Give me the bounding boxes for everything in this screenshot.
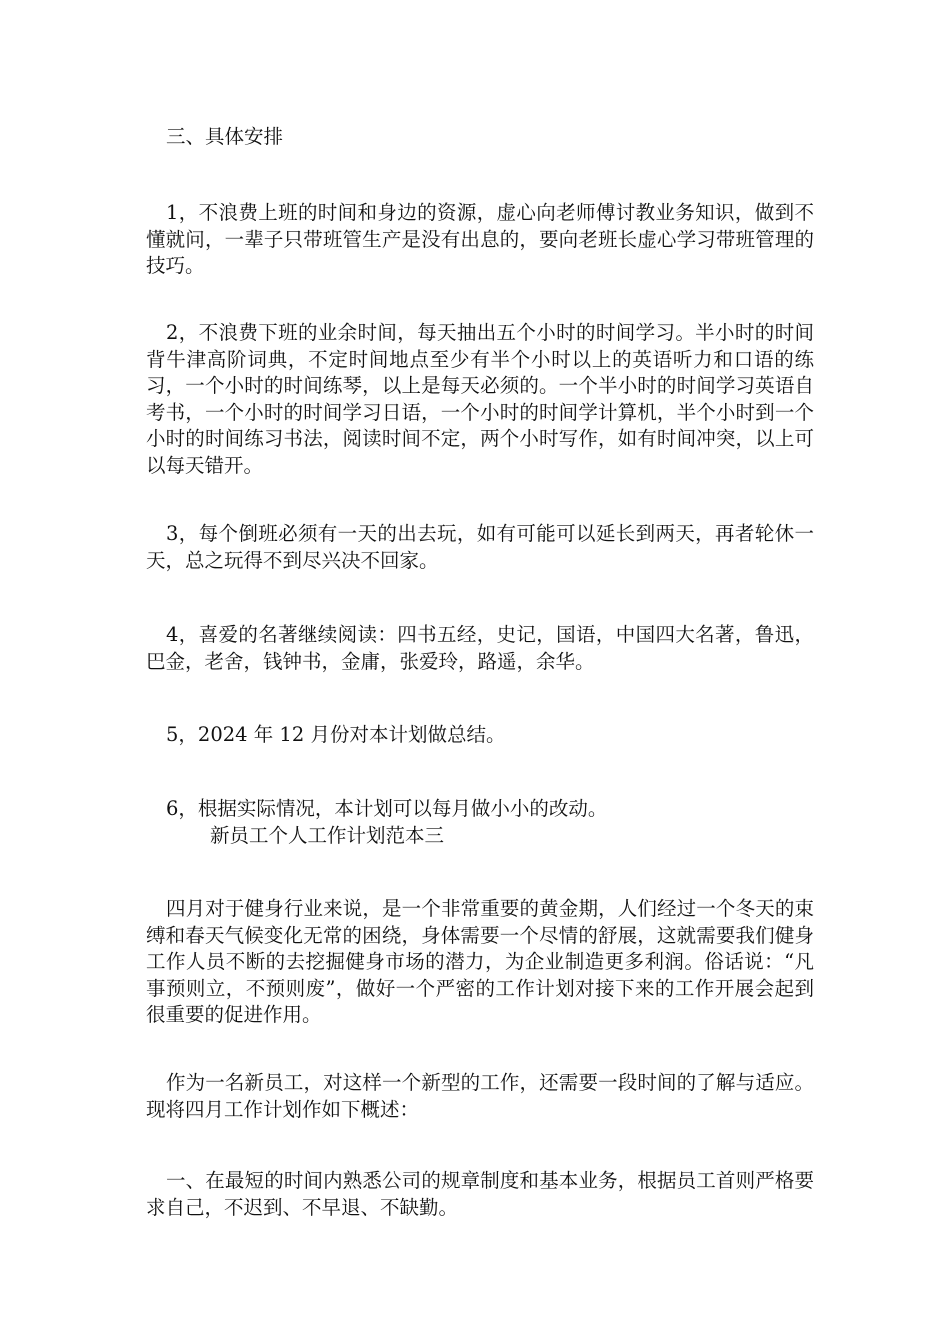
paragraph-7: 四月对于健身行业来说，是一个非常重要的黄金期，人们经过一个冬天的束缚和春天气候变化无常的困绕，身体需要一个尽情的舒展，这就需要我们健身工作人员不断的去挖掘健身市场的潜力，为企业制造更多利润。俗话说：“凡事预则立，不预则废”，做好一个严密的工作计划对接下来的工作开展会起到很重要的促进作用。	[146, 897, 814, 1026]
paragraph-4: 4，喜爱的名著继续阅读：四书五经，史记，国语，中国四大名著，鲁迅，巴金，老舍，钱钟书，金庸，张爱玲，路遥，余华。	[146, 623, 814, 673]
paragraph-2: 2，不浪费下班的业余时间，每天抽出五个小时的时间学习。半小时的时间背牛津高阶词典，不定时间地点至少有半个小时以上的英语听力和口语的练习，一个小时的时间练琴，以上是每天必须的。一个半小时的时间学习英语自考书，一个小时的时间学习日语，一个小时的时间学计算机，半个小时到一个小时的时间练习书法，阅读时间不定，两个小时写作，如有时间冲突，以上可以每天错开。	[146, 321, 814, 477]
paragraph-8: 作为一名新员工，对这样一个新型的工作，还需要一段时间的了解与适应。现将四月工作计划作如下概述：	[146, 1071, 814, 1121]
paragraph-9: 一、在最短的时间内熟悉公司的规章制度和基本业务，根据员工首则严格要求自己，不迟到、不早退、不缺勤。	[146, 1169, 814, 1219]
paragraph-6: 6，根据实际情况，本计划可以每月做小小的改动。	[166, 797, 608, 820]
paragraph-5: 5，2024 年 12 月份对本计划做总结。	[166, 723, 506, 746]
document-subtitle: 新员工个人工作计划范本三	[210, 824, 445, 847]
section-heading: 三、具体安排	[166, 125, 284, 148]
paragraph-1: 1，不浪费上班的时间和身边的资源，虚心向老师傅讨教业务知识，做到不懂就问，一辈子只带班管生产是没有出息的，要向老班长虚心学习带班管理的技巧。	[146, 201, 814, 277]
paragraph-3: 3，每个倒班必须有一天的出去玩，如有可能可以延长到两天，再者轮休一天，总之玩得不到尽兴决不回家。	[146, 522, 814, 572]
